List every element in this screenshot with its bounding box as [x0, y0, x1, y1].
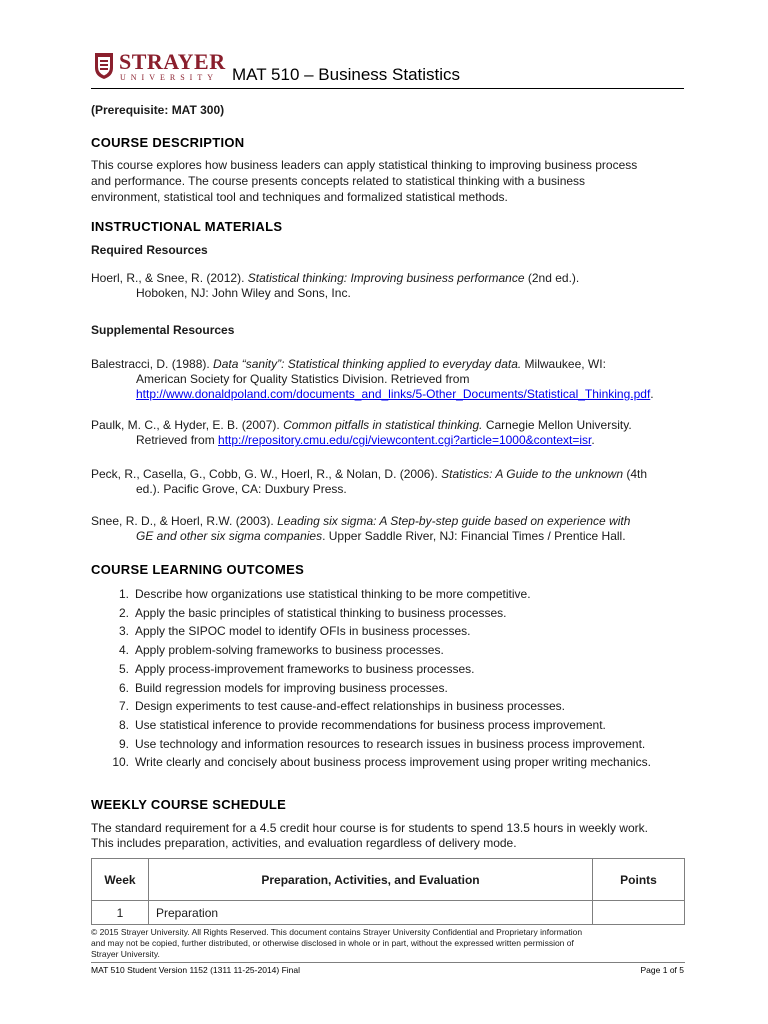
- list-text: Apply the SIPOC model to identify OFIs in business processes.: [135, 624, 471, 639]
- cmu-repository-link[interactable]: http://repository.cmu.edu/cgi/viewcontent.cgi?article=1000&context=isr: [218, 433, 592, 447]
- reference-balestracci-1988: [91, 357, 684, 402]
- list-item: [91, 660, 691, 679]
- copyright-line: and may not be copied, further distributed, or otherwise disclosed in whole or in part, without the expressed written permission of: [91, 938, 574, 948]
- ref-title: Statistics: A Guide to the unknown: [441, 467, 623, 481]
- list-number: 9.: [118, 736, 129, 751]
- supplemental-resources-heading: Supplemental Resources: [91, 323, 235, 337]
- list-number: 8.: [118, 717, 129, 732]
- list-number: 2.: [118, 605, 129, 620]
- list-number: 4.: [118, 643, 129, 658]
- shield-icon: [94, 52, 114, 80]
- version-label: MAT 510 Student Version 1152 (1311 11-25-2014) Final: [91, 965, 301, 975]
- ref-text: Milwaukee, WI:: [521, 357, 606, 371]
- list-text: Apply process-improvement frameworks to business processes.: [135, 661, 475, 676]
- ref-text: American Society for Quality Statistics Division. Retrieved from: [136, 372, 470, 386]
- list-text: Design experiments to test cause-and-effect relationships in business processes.: [135, 699, 566, 714]
- list-text: Apply the basic principles of statistical thinking to business processes.: [135, 605, 507, 620]
- copyright-line: © 2015 Strayer University. All Rights Reserved. This document contains Strayer University Confidential and Proprietary information: [91, 927, 583, 937]
- reference-snee-hoerl-2003: [91, 514, 684, 544]
- ref-title: Common pitfalls in statistical thinking.: [283, 418, 483, 432]
- course-description-heading: COURSE DESCRIPTION: [91, 135, 245, 150]
- copyright-line: Strayer University.: [91, 949, 160, 959]
- ref-text: (4th: [623, 467, 648, 481]
- list-item: [91, 735, 691, 754]
- list-item: [91, 679, 691, 698]
- list-number: 7.: [118, 699, 129, 714]
- description-line-1: This course explores how business leaders can apply statistical thinking to improving business process: [91, 158, 638, 172]
- page-number: Page 1 of 5: [640, 965, 684, 975]
- ref-text: Peck, R., Casella, G., Cobb, G. W., Hoerl, R., & Nolan, D. (2006).: [91, 467, 442, 481]
- list-item: [91, 604, 691, 623]
- ref-text: Snee, R. D., & Hoerl, R.W. (2003).: [91, 514, 278, 528]
- list-number: 6.: [118, 680, 129, 695]
- footer-divider: [91, 962, 685, 963]
- column-header-activities: Preparation, Activities, and Evaluation: [149, 859, 593, 901]
- strayer-logo: [91, 49, 226, 84]
- list-text: Build regression models for improving business processes.: [135, 680, 448, 695]
- list-text: Apply problem-solving frameworks to business processes.: [135, 643, 444, 658]
- list-text: Use technology and information resources to research issues in business process improvement.: [135, 736, 646, 751]
- list-text: Describe how organizations use statistical thinking to be more competitive.: [135, 587, 531, 601]
- page-title: MAT 510 – Business Statistics: [232, 65, 461, 84]
- ref-text: Hoboken, NJ: John Wiley and Sons, Inc.: [136, 286, 351, 300]
- learning-outcomes-heading: COURSE LEARNING OUTCOMES: [91, 562, 305, 577]
- logo-wordmark: STRAYER: [119, 49, 226, 74]
- column-header-points: Points: [593, 859, 685, 901]
- ref-text: (2nd ed.).: [524, 271, 580, 285]
- ref-text: Balestracci, D. (1988).: [91, 357, 214, 371]
- description-line-2: and performance. The course presents concepts related to statistical thinking with a business: [91, 174, 586, 188]
- list-item: [91, 697, 691, 716]
- ref-title: Statistical thinking: Improving business performance: [247, 271, 525, 285]
- list-text: Use statistical inference to provide recommendations for business process improvement.: [135, 717, 606, 732]
- logo-subtitle: UNIVERSITY: [120, 73, 218, 82]
- ref-text: ed.). Pacific Grove, CA: Duxbury Press.: [136, 482, 347, 496]
- schedule-line-2: This includes preparation, activities, and evaluation regardless of delivery mode.: [91, 836, 517, 850]
- table-header-row: [92, 859, 685, 901]
- weekly-schedule-heading: WEEKLY COURSE SCHEDULE: [91, 797, 287, 812]
- table-cell-week: 1: [92, 901, 149, 925]
- copyright-notice: [91, 927, 685, 960]
- instructional-materials-heading: INSTRUCTIONAL MATERIALS: [91, 219, 283, 234]
- column-header-week: Week: [92, 859, 149, 901]
- prerequisite: (Prerequisite: MAT 300): [91, 103, 225, 117]
- list-item: [91, 585, 691, 604]
- table-row: [92, 901, 685, 925]
- learning-outcomes-list: [91, 585, 691, 772]
- required-resources-heading: Required Resources: [91, 243, 208, 257]
- list-item: [91, 716, 691, 735]
- list-item: [91, 641, 691, 660]
- ref-title: Data “sanity”: Statistical thinking applied to everyday data.: [213, 357, 522, 371]
- balestracci-link[interactable]: http://www.donaldpoland.com/documents_and_links/5-Other_Documents/Statistical_Thinking.pdf: [136, 387, 651, 401]
- ref-text: .: [650, 387, 654, 401]
- list-text: Write clearly and concisely about business process improvement using proper writing mechanics.: [135, 755, 652, 770]
- ref-text: Retrieved from: [136, 433, 219, 447]
- ref-text: .: [591, 433, 595, 447]
- description-line-3: environment, statistical tool and techniques and formalized statistical methods.: [91, 190, 508, 204]
- list-item: [91, 753, 691, 772]
- ref-title: Leading six sigma: A Step-by-step guide based on experience with: [277, 514, 631, 528]
- table-cell-points: [593, 901, 685, 925]
- ref-text: Paulk, M. C., & Hyder, E. B. (2007).: [91, 418, 284, 432]
- ref-title: GE and other six sigma companies: [136, 529, 323, 543]
- ref-text: Carnegie Mellon University.: [482, 418, 632, 432]
- list-number: 5.: [118, 661, 129, 676]
- weekly-schedule-table: [91, 858, 685, 925]
- ref-text: Hoerl, R., & Snee, R. (2012).: [91, 271, 248, 285]
- table-cell-activity: Preparation: [149, 901, 593, 925]
- schedule-line-1: The standard requirement for a 4.5 credit hour course is for students to spend 13.5 hours in weekly work.: [91, 821, 648, 835]
- list-number: 1.: [118, 587, 129, 601]
- list-number: 3.: [118, 624, 129, 639]
- reference-paulk-hyder-2007: [91, 418, 684, 448]
- reference-hoerl-snee-2012: [91, 271, 684, 301]
- list-item: [91, 622, 691, 641]
- reference-peck-2006: [91, 467, 684, 497]
- page-header: [91, 50, 684, 89]
- ref-text: . Upper Saddle River, NJ: Financial Times / Prentice Hall.: [322, 529, 626, 543]
- list-number: 10.: [112, 755, 129, 770]
